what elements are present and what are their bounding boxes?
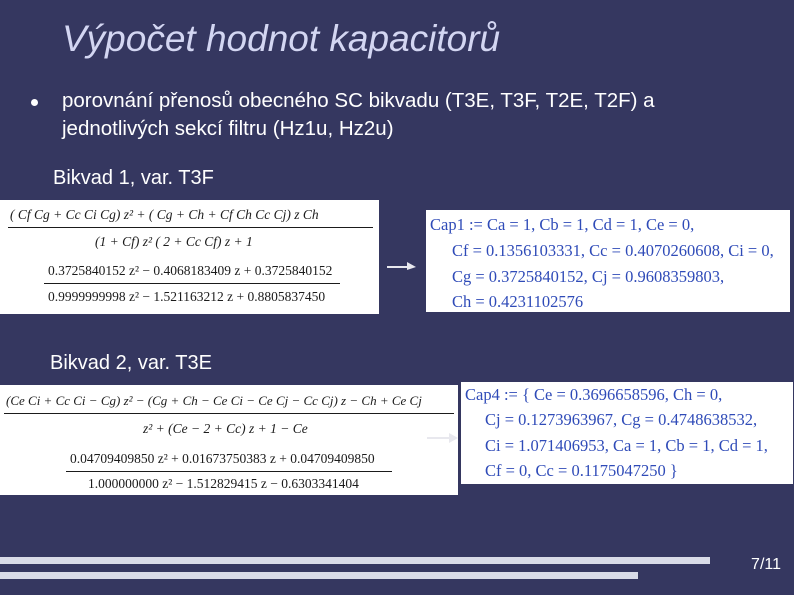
arrow-right-icon: [425, 431, 459, 445]
section1-numerator-numeric: 0.3725840152 z² − 0.4068183409 z + 0.3725840152: [48, 263, 333, 278]
section2-values-text-1: Cap4 := { Ce = 0.3696658596, Ch = 0,: [465, 385, 723, 404]
section2-numerator-symbolic: (Ce Ci + Cc Ci − Cg) z² − (Cg + Ch − Ce Ci − Ce Cj − Cc Cj) z − Ch + Ce Cj: [6, 393, 422, 408]
section1-denominator-symbolic: (1 + Cf) z² ( 2 + Cc Cf) z + 1: [95, 234, 253, 249]
footer-bar-top: [0, 557, 710, 564]
section2-values-text-3: Ci = 1.071406953, Ca = 1, Cb = 1, Cd = 1,: [485, 436, 768, 455]
section2-values-text-2: Cj = 0.1273963967, Cg = 0.4748638532,: [485, 410, 758, 429]
footer-bar-bottom: [0, 572, 638, 579]
section2-fraction-line-1: [4, 413, 454, 414]
section2-numerator-numeric: 0.04709409850 z² + 0.01673750383 z + 0.04709409850: [70, 451, 375, 466]
section1-formula-panel: [0, 200, 379, 314]
section1-values-line-3: [452, 267, 724, 287]
section2-values-line-4: [485, 461, 678, 481]
section2-denominator-numeric: 1.000000000 z² − 1.512829415 z − 0.6303341404: [88, 476, 359, 491]
bullet-text: porovnání přenosů obecného SC bikvadu (T3E, T3F, T2E, T2F) a jednotlivých sekcí filtru (Hz1u, Hz2u): [62, 89, 655, 140]
section1-values-text-1: Cap1 := Ca = 1, Cb = 1, Cd = 1, Ce = 0,: [430, 215, 695, 234]
section2-values-line-2: [485, 410, 757, 430]
section1-numerator-symbolic: ( Cf Cg + Cc Ci Cg) z² + ( Cg + Ch + Cf Ch Cc Cj) z Ch: [10, 207, 319, 222]
section2-values-line-3: [485, 436, 768, 456]
section1-values-line-4: [452, 292, 583, 312]
arrow-right-icon: [385, 257, 417, 271]
section2-label: Bikvad 2, var. T3E: [50, 352, 212, 374]
section1-values-panel: [426, 210, 790, 312]
section1-values-line-1: [430, 215, 694, 235]
slide-title: Výpočet hodnot kapacitorů: [62, 18, 501, 59]
section2-values-text-4: Cf = 0, Cc = 0.1175047250 }: [485, 461, 678, 480]
bullet-point-icon: [31, 99, 38, 106]
section1-label: Bikvad 1, var. T3F: [53, 167, 214, 189]
section2-formula-panel: [0, 385, 458, 495]
page-number: 7/11: [751, 556, 781, 573]
section1-values-text-4: Ch = 0.4231102576: [452, 292, 584, 311]
section1-values-text-3: Cg = 0.3725840152, Cj = 0.9608359803,: [452, 267, 725, 286]
section2-denominator-symbolic: z² + (Ce − 2 + Cc) z + 1 − Ce: [143, 421, 308, 436]
section1-denominator-numeric: 0.9999999998 z² − 1.521163212 z + 0.8805837450: [48, 289, 326, 304]
section1-fraction-line-1: [8, 227, 373, 228]
section1-fraction-line-2: [44, 283, 340, 284]
section1-values-text-2: Cf = 0.1356103331, Cc = 0.4070260608, Ci = 0,: [452, 241, 774, 260]
section2-fraction-line-2: [66, 471, 392, 472]
section1-values-line-2: [452, 241, 774, 261]
section2-values-line-1: [465, 385, 722, 405]
section2-values-panel: [461, 382, 793, 484]
